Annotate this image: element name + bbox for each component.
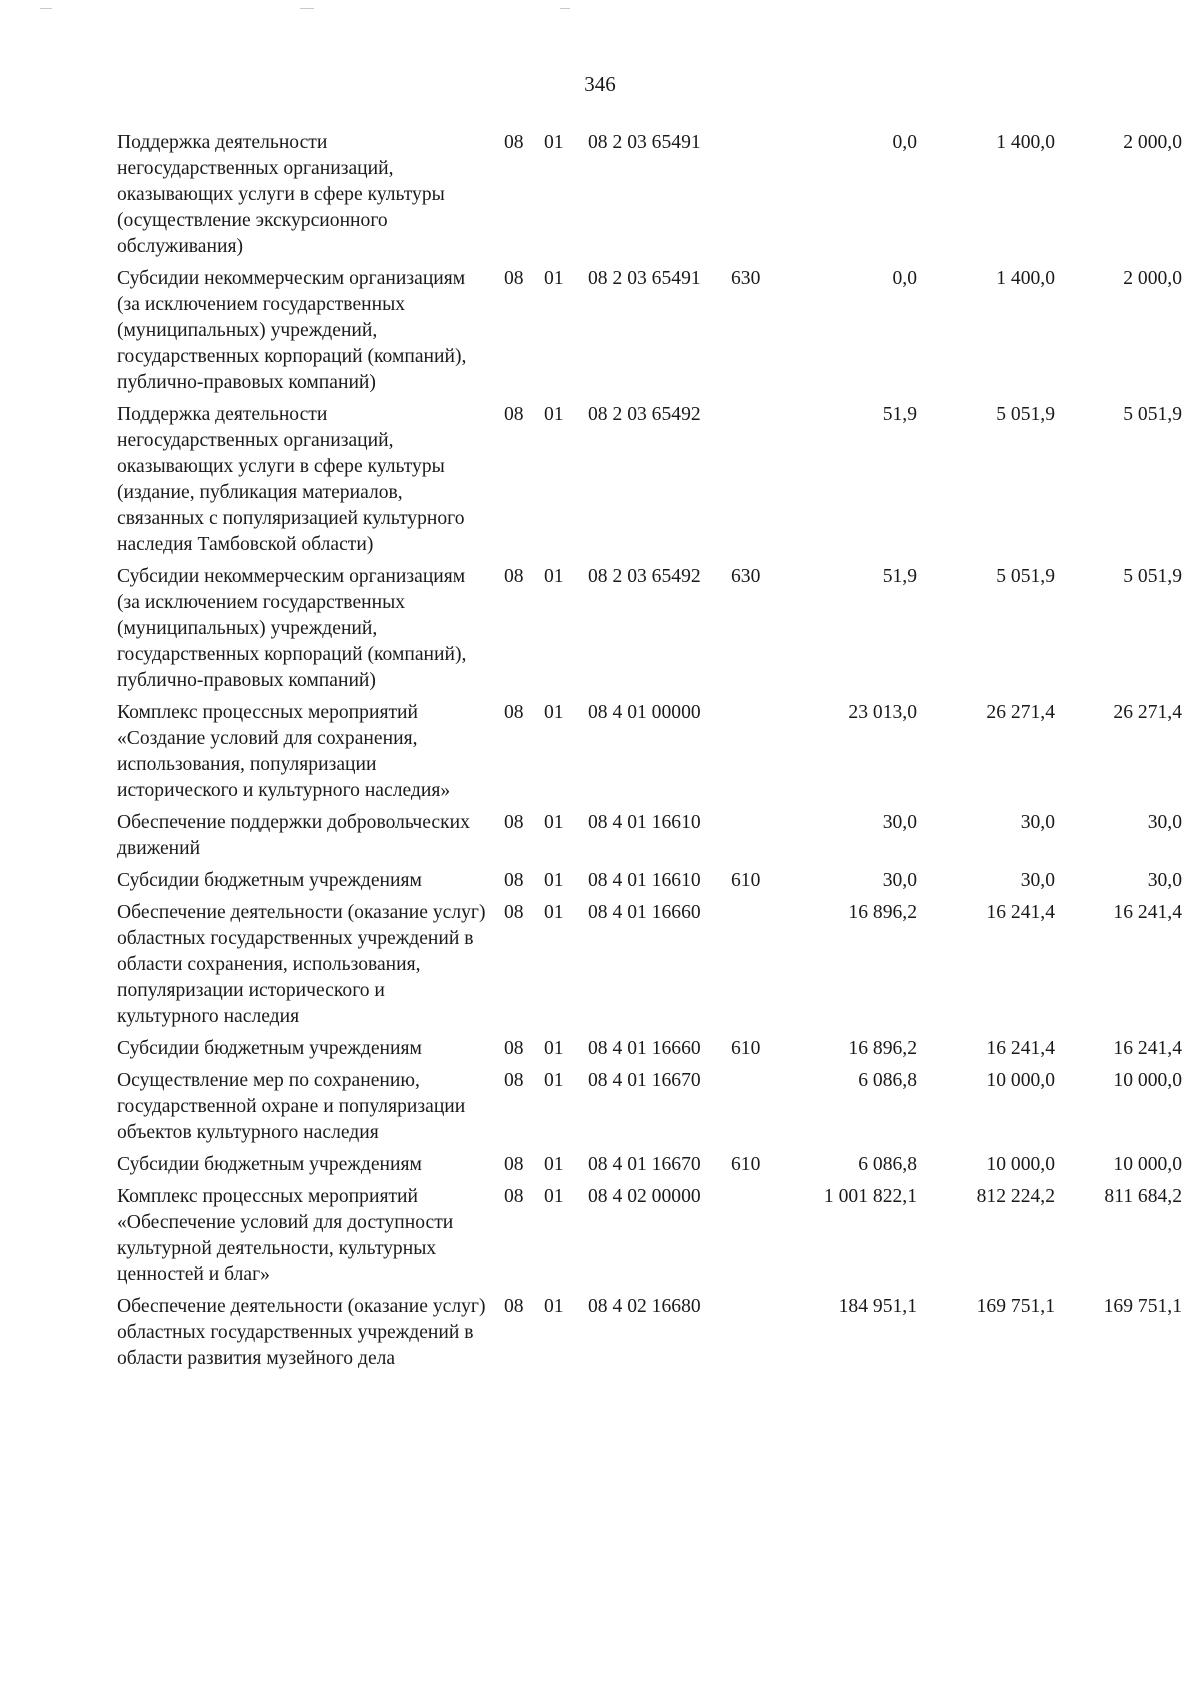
row-target-code: 08 2 03 65492 <box>588 566 701 587</box>
row-amount-year-3: 26 271,4 <box>1113 702 1182 723</box>
row-section-code: 08 <box>504 404 524 425</box>
row-expense-type-code: 610 <box>731 1038 761 1059</box>
row-name: Субсидии бюджетным учреждениям <box>117 870 422 891</box>
row-subsection-code: 01 <box>544 566 564 587</box>
row-amount-year-1: 1 001 822,1 <box>823 1186 917 1207</box>
row-amount-year-3: 30,0 <box>1147 812 1182 833</box>
row-amount-year-1: 51,9 <box>882 404 917 425</box>
row-name: Субсидии бюджетным учреждениям <box>117 1154 422 1175</box>
row-expense-type-code <box>727 402 777 564</box>
row-name: Обеспечение поддержки добровольческих движений <box>117 812 470 859</box>
table-row <box>117 1184 1182 1294</box>
table-row <box>117 266 1182 402</box>
table-row <box>117 1068 1182 1152</box>
row-subsection-code: 01 <box>544 702 564 723</box>
row-amount-year-2: 10 000,0 <box>986 1154 1055 1175</box>
row-name: Обеспечение деятельности (оказание услуг) областных государственных учреждений в области развития музейного дела <box>117 1296 486 1369</box>
row-target-code: 08 4 01 16670 <box>588 1070 701 1091</box>
row-amount-year-2: 26 271,4 <box>986 702 1055 723</box>
row-amount-year-1: 184 951,1 <box>838 1296 917 1317</box>
row-target-code: 08 2 03 65491 <box>588 132 701 153</box>
row-expense-type-code <box>727 900 777 1036</box>
row-expense-type-code <box>727 810 777 868</box>
row-expense-type-code <box>727 1068 777 1152</box>
row-amount-year-2: 10 000,0 <box>986 1070 1055 1091</box>
row-expense-type-code <box>727 130 777 266</box>
row-section-code: 08 <box>504 902 524 923</box>
row-section-code: 08 <box>504 702 524 723</box>
table-row <box>117 900 1182 1036</box>
scan-artifact <box>560 8 570 9</box>
row-amount-year-2: 1 400,0 <box>996 268 1055 289</box>
row-subsection-code: 01 <box>544 132 564 153</box>
row-amount-year-3: 16 241,4 <box>1113 902 1182 923</box>
row-subsection-code: 01 <box>544 1038 564 1059</box>
row-amount-year-3: 2 000,0 <box>1123 132 1182 153</box>
row-amount-year-3: 10 000,0 <box>1113 1154 1182 1175</box>
row-target-code: 08 4 02 00000 <box>588 1186 701 1207</box>
table-row <box>117 1294 1182 1378</box>
row-amount-year-2: 5 051,9 <box>996 404 1055 425</box>
row-amount-year-1: 30,0 <box>882 812 917 833</box>
table-row <box>117 402 1182 564</box>
row-section-code: 08 <box>504 1186 524 1207</box>
row-subsection-code: 01 <box>544 870 564 891</box>
page-number: 346 <box>584 72 616 96</box>
table-row <box>117 868 1182 900</box>
row-section-code: 08 <box>504 1038 524 1059</box>
row-amount-year-1: 16 896,2 <box>848 1038 917 1059</box>
row-amount-year-2: 169 751,1 <box>976 1296 1055 1317</box>
row-expense-type-code: 630 <box>731 566 761 587</box>
row-subsection-code: 01 <box>544 812 564 833</box>
row-subsection-code: 01 <box>544 404 564 425</box>
row-amount-year-2: 5 051,9 <box>996 566 1055 587</box>
row-amount-year-3: 30,0 <box>1147 870 1182 891</box>
row-target-code: 08 4 01 16660 <box>588 1038 701 1059</box>
row-subsection-code: 01 <box>544 1186 564 1207</box>
table-row <box>117 1152 1182 1184</box>
row-name: Обеспечение деятельности (оказание услуг) областных государственных учреждений в области сохранения, использования, популяризации исторического и культурного наследия <box>117 902 486 1027</box>
table-row <box>117 810 1182 868</box>
row-section-code: 08 <box>504 812 524 833</box>
row-name: Субсидии бюджетным учреждениям <box>117 1038 422 1059</box>
row-amount-year-1: 0,0 <box>892 132 917 153</box>
row-amount-year-1: 6 086,8 <box>858 1154 917 1175</box>
row-subsection-code: 01 <box>544 1154 564 1175</box>
row-section-code: 08 <box>504 1296 524 1317</box>
row-target-code: 08 4 02 16680 <box>588 1296 701 1317</box>
scan-artifact <box>40 8 52 9</box>
row-amount-year-1: 16 896,2 <box>848 902 917 923</box>
row-target-code: 08 4 01 16610 <box>588 812 701 833</box>
row-amount-year-2: 16 241,4 <box>986 1038 1055 1059</box>
row-subsection-code: 01 <box>544 1070 564 1091</box>
row-expense-type-code <box>727 1294 777 1378</box>
row-expense-type-code <box>727 1184 777 1294</box>
row-name: Субсидии некоммерческим организациям (за исключением государственных (муниципальных) учреждений, государственных корпораций (компаний), публично-правовых компаний) <box>117 566 467 691</box>
row-expense-type-code: 610 <box>731 870 761 891</box>
row-amount-year-3: 16 241,4 <box>1113 1038 1182 1059</box>
row-name: Комплекс процессных мероприятий «Обеспечение условий для доступности культурной деятельности, культурных ценностей и благ» <box>117 1186 454 1285</box>
row-target-code: 08 2 03 65492 <box>588 404 701 425</box>
scan-artifact <box>300 8 314 9</box>
table-row <box>117 1036 1182 1068</box>
row-section-code: 08 <box>504 1154 524 1175</box>
row-target-code: 08 4 01 16610 <box>588 870 701 891</box>
row-section-code: 08 <box>504 268 524 289</box>
row-target-code: 08 4 01 00000 <box>588 702 701 723</box>
row-expense-type-code: 630 <box>731 268 761 289</box>
budget-table <box>117 130 1182 1378</box>
row-amount-year-2: 16 241,4 <box>986 902 1055 923</box>
row-expense-type-code: 610 <box>731 1154 761 1175</box>
row-amount-year-3: 169 751,1 <box>1103 1296 1182 1317</box>
row-amount-year-2: 30,0 <box>1020 812 1055 833</box>
row-name: Осуществление мер по сохранению, государственной охране и популяризации объектов культурного наследия <box>117 1070 466 1143</box>
row-name: Поддержка деятельности негосударственных организаций, оказывающих услуги в сфере культуры (издание, публикация материалов, связанных с популяризацией культурного наследия Тамбовской области) <box>117 404 465 555</box>
row-section-code: 08 <box>504 1070 524 1091</box>
table-row <box>117 564 1182 700</box>
table-row <box>117 700 1182 810</box>
row-name: Субсидии некоммерческим организациям (за исключением государственных (муниципальных) учреждений, государственных корпораций (компаний), публично-правовых компаний) <box>117 268 467 393</box>
row-amount-year-2: 30,0 <box>1020 870 1055 891</box>
row-amount-year-1: 30,0 <box>882 870 917 891</box>
row-subsection-code: 01 <box>544 268 564 289</box>
row-amount-year-3: 811 684,2 <box>1104 1186 1182 1207</box>
row-amount-year-3: 2 000,0 <box>1123 268 1182 289</box>
row-target-code: 08 2 03 65491 <box>588 268 701 289</box>
row-section-code: 08 <box>504 870 524 891</box>
row-amount-year-1: 51,9 <box>882 566 917 587</box>
row-subsection-code: 01 <box>544 902 564 923</box>
row-subsection-code: 01 <box>544 1296 564 1317</box>
row-amount-year-2: 812 224,2 <box>976 1186 1055 1207</box>
row-amount-year-3: 5 051,9 <box>1123 404 1182 425</box>
row-amount-year-3: 10 000,0 <box>1113 1070 1182 1091</box>
row-section-code: 08 <box>504 132 524 153</box>
row-expense-type-code <box>727 700 777 810</box>
row-target-code: 08 4 01 16660 <box>588 902 701 923</box>
row-amount-year-1: 23 013,0 <box>848 702 917 723</box>
row-name: Комплекс процессных мероприятий «Создание условий для сохранения, использования, популяризации исторического и культурного наследия» <box>117 702 451 801</box>
row-amount-year-1: 0,0 <box>892 268 917 289</box>
table-row <box>117 130 1182 266</box>
row-amount-year-3: 5 051,9 <box>1123 566 1182 587</box>
row-target-code: 08 4 01 16670 <box>588 1154 701 1175</box>
row-name: Поддержка деятельности негосударственных организаций, оказывающих услуги в сфере культуры (осуществление экскурсионного обслуживания) <box>117 132 445 257</box>
row-section-code: 08 <box>504 566 524 587</box>
row-amount-year-1: 6 086,8 <box>858 1070 917 1091</box>
row-amount-year-2: 1 400,0 <box>996 132 1055 153</box>
table-body <box>117 130 1182 1378</box>
